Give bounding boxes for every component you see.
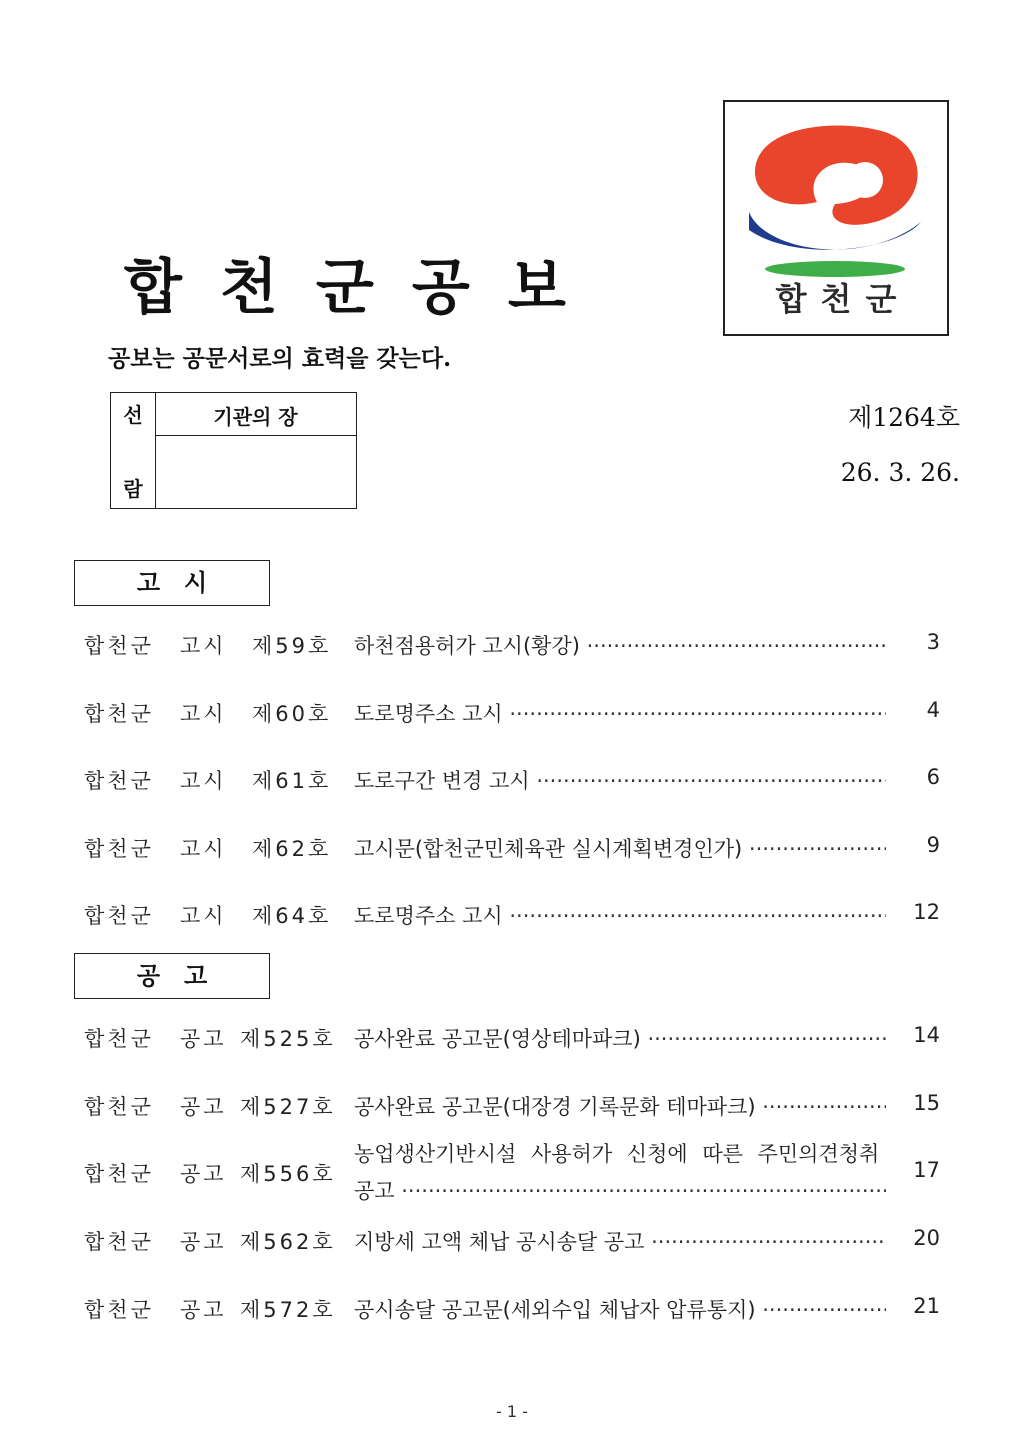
entry-page: 4 bbox=[926, 698, 940, 722]
entry-page: 14 bbox=[913, 1023, 940, 1047]
entry-title: 공사완료 공고문(대장경 기록문화 테마파크) ····· bbox=[354, 1091, 886, 1121]
entry-title: 도로명주소 고시 ····· bbox=[354, 698, 886, 728]
entry-type: 공고 bbox=[180, 1298, 227, 1322]
toc-entry[interactable] bbox=[84, 833, 944, 863]
approval-side-top: 선 bbox=[123, 403, 143, 427]
entry-title: 공시송달 공고문(세외수입 체납자 압류통지) ····· bbox=[354, 1294, 886, 1324]
toc-entry[interactable] bbox=[84, 1023, 944, 1053]
entry-type: 고시 bbox=[180, 769, 227, 793]
entry-number: 제62호 bbox=[252, 837, 332, 861]
entry-number: 제556호 bbox=[240, 1162, 336, 1186]
entry-page: 21 bbox=[913, 1294, 940, 1318]
approval-divider-horizontal bbox=[155, 435, 356, 436]
entry-page: 9 bbox=[926, 833, 940, 857]
approval-header: 기관의 장 bbox=[213, 405, 298, 429]
county-logo bbox=[723, 100, 949, 336]
entry-title: 도로구간 변경 고시 ····· bbox=[354, 765, 886, 795]
entry-number: 제60호 bbox=[252, 702, 332, 726]
entry-title: 농업생산기반시설 사용허가 신청에 따른 주민의견청취 bbox=[354, 1142, 880, 1166]
toc-entry[interactable] bbox=[84, 1226, 944, 1256]
entry-type: 고시 bbox=[180, 634, 227, 658]
entry-number: 제572호 bbox=[240, 1298, 336, 1322]
approval-side-bottom: 람 bbox=[123, 477, 143, 501]
toc-entry[interactable] bbox=[84, 630, 944, 660]
document-title: 합천군공보 bbox=[124, 253, 604, 323]
entry-agency: 합천군 bbox=[84, 769, 154, 793]
document-subtitle: 공보는 공문서로의 효력을 갖는다. bbox=[108, 345, 452, 372]
entry-page: 17 bbox=[913, 1158, 940, 1182]
entry-agency: 합천군 bbox=[84, 702, 154, 726]
toc-entry[interactable] bbox=[84, 900, 944, 930]
page-footer: - 1 - bbox=[496, 1402, 528, 1421]
entry-type: 고시 bbox=[180, 904, 227, 928]
entry-page: 6 bbox=[926, 765, 940, 789]
entry-number: 제525호 bbox=[240, 1027, 336, 1051]
entry-page: 15 bbox=[913, 1091, 940, 1115]
entry-number: 제59호 bbox=[252, 634, 332, 658]
toc-entry[interactable] bbox=[84, 698, 944, 728]
toc-entry[interactable] bbox=[84, 765, 944, 795]
entry-agency: 합천군 bbox=[84, 1095, 154, 1119]
section-header-notice: 고시 bbox=[74, 560, 270, 606]
toc-entry[interactable] bbox=[84, 1294, 944, 1324]
entry-title: 지방세 고액 체납 공시송달 공고 ····· bbox=[354, 1226, 886, 1256]
approval-box bbox=[110, 392, 357, 509]
entry-agency: 합천군 bbox=[84, 1162, 154, 1186]
entry-title-line2: 공고 ····· bbox=[354, 1175, 886, 1205]
entry-number: 제61호 bbox=[252, 769, 332, 793]
entry-type: 공고 bbox=[180, 1095, 227, 1119]
entry-agency: 합천군 bbox=[84, 904, 154, 928]
issue-number: 제1264호 bbox=[848, 403, 960, 432]
entry-number: 제527호 bbox=[240, 1095, 336, 1119]
entry-number: 제562호 bbox=[240, 1230, 336, 1254]
entry-type: 공고 bbox=[180, 1027, 227, 1051]
entry-page: 12 bbox=[913, 900, 940, 924]
entry-page: 3 bbox=[926, 630, 940, 654]
entry-type: 공고 bbox=[180, 1230, 227, 1254]
entry-page: 20 bbox=[913, 1226, 940, 1250]
toc-entry[interactable] bbox=[84, 1091, 944, 1121]
entry-title: 공사완료 공고문(영상테마파크) ····· bbox=[354, 1023, 886, 1053]
entry-title: 도로명주소 고시 ····· bbox=[354, 900, 886, 930]
entry-agency: 합천군 bbox=[84, 634, 154, 658]
entry-agency: 합천군 bbox=[84, 1230, 154, 1254]
toc-entry[interactable] bbox=[84, 1142, 944, 1203]
entry-number: 제64호 bbox=[252, 904, 332, 928]
issue-date: 26. 3. 26. bbox=[840, 458, 960, 487]
entry-agency: 합천군 bbox=[84, 1027, 154, 1051]
entry-agency: 합천군 bbox=[84, 1298, 154, 1322]
entry-type: 고시 bbox=[180, 702, 227, 726]
entry-title: 하천점용허가 고시(황강) ····· bbox=[354, 630, 886, 660]
entry-agency: 합천군 bbox=[84, 837, 154, 861]
entry-type: 공고 bbox=[180, 1162, 227, 1186]
entry-type: 고시 bbox=[180, 837, 227, 861]
entry-title: 고시문(합천군민체육관 실시계획변경인가) ····· bbox=[354, 833, 886, 863]
logo-text: 합천군 bbox=[775, 280, 911, 318]
section-header-announcement: 공고 bbox=[74, 953, 270, 999]
